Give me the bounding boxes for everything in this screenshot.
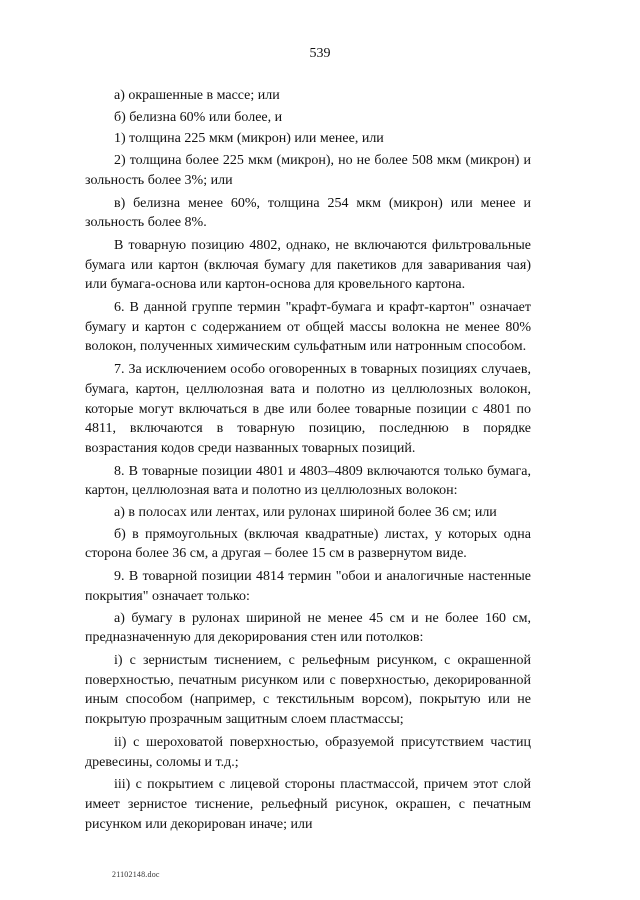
paragraph-heading-4802-exclusions: В товарную позицию 4802, однако, не включаются фильтровальные бумага или картон (включая бумагу для пакетиков для заваривания чая) или бумага-основа или картон-основа для кровельного картона. — [85, 237, 531, 293]
paragraph-note-7-classification: 7. За исключением особо оговоренных в товарных позициях случаев, бумага, картон, целлюлозная вата и полотно из целлюлозных волокон, которые могут включаться в две или более товарные позиции с 4801 по 4811, включаются в товарную позицию, последнюю в порядке возрастания кодов среди названных товарных позиций. — [85, 362, 531, 456]
paragraph-list-item-b-brightness: б) белизна 60% или более, и — [114, 109, 283, 125]
paragraph-note-6-kraft: 6. В данной группе термин "крафт-бумага и крафт-картон" означает бумагу и картон с содержанием от общей массы волокна не менее 80% волокон, полученных химическим сульфатным или натронным способом. — [85, 300, 531, 355]
footer-filename: 21102148.doc — [112, 870, 160, 879]
paragraph-list-item-i-embossed: i) с зернистым тиснением, с рельефным рисунком, с окрашенной поверхностью, печатным рисунком или с поверхностью, декорированной иным способом (например, с текстильным ворсом), покрытую или не покрытую прозрачным защитным слоем пластмассы; — [85, 652, 531, 728]
page-number: 539 — [309, 46, 331, 61]
paragraph-list-item-2-thickness: 2) толщина более 225 мкм (микрон), но не более 508 мкм (микрон) и зольность более 3%; или — [85, 153, 531, 188]
body-text — [85, 86, 531, 834]
paragraph-list-item-a-dyed: а) окрашенные в массе; или — [114, 88, 280, 103]
paragraph-list-item-b-sheets: б) в прямоугольных (включая квадратные) листах, у которых одна сторона более 36 см, а другая – более 15 см в развернутом виде. — [85, 526, 531, 562]
paragraph-list-item-iii-plastic: iii) с покрытием с лицевой стороны пластмассой, причем этот слой имеет зернистое тиснение, рельефный рисунок, окрашен, с печатным рисунком или декорирован иначе; или — [85, 777, 531, 832]
paragraph-list-item-ii-rough: ii) с шероховатой поверхностью, образуемой присутствием частиц древесины, соломы и т.д.; — [85, 734, 531, 770]
paragraph-note-8-headings: 8. В товарные позиции 4801 и 4803–4809 включаются только бумага, картон, целлюлозная вата и полотно из целлюлозных волокон: — [85, 463, 531, 499]
paragraph-list-item-a-rolls: а) бумагу в рулонах шириной не менее 45 см и не более 160 см, предназначенную для декорирования стен или потолков: — [85, 610, 531, 646]
paragraph-note-9-wallpaper: 9. В товарной позиции 4814 термин "обои и аналогичные настенные покрытия" означает только: — [85, 569, 531, 604]
paragraph-list-item-1-thickness: 1) толщина 225 мкм (микрон) или менее, или — [114, 131, 384, 147]
paragraph-list-item-v-brightness: в) белизна менее 60%, толщина 254 мкм (микрон) или менее и зольность более 8%. — [85, 195, 531, 231]
paragraph-list-item-a-strips: а) в полосах или лентах, или рулонах шириной более 36 см; или — [114, 505, 497, 521]
